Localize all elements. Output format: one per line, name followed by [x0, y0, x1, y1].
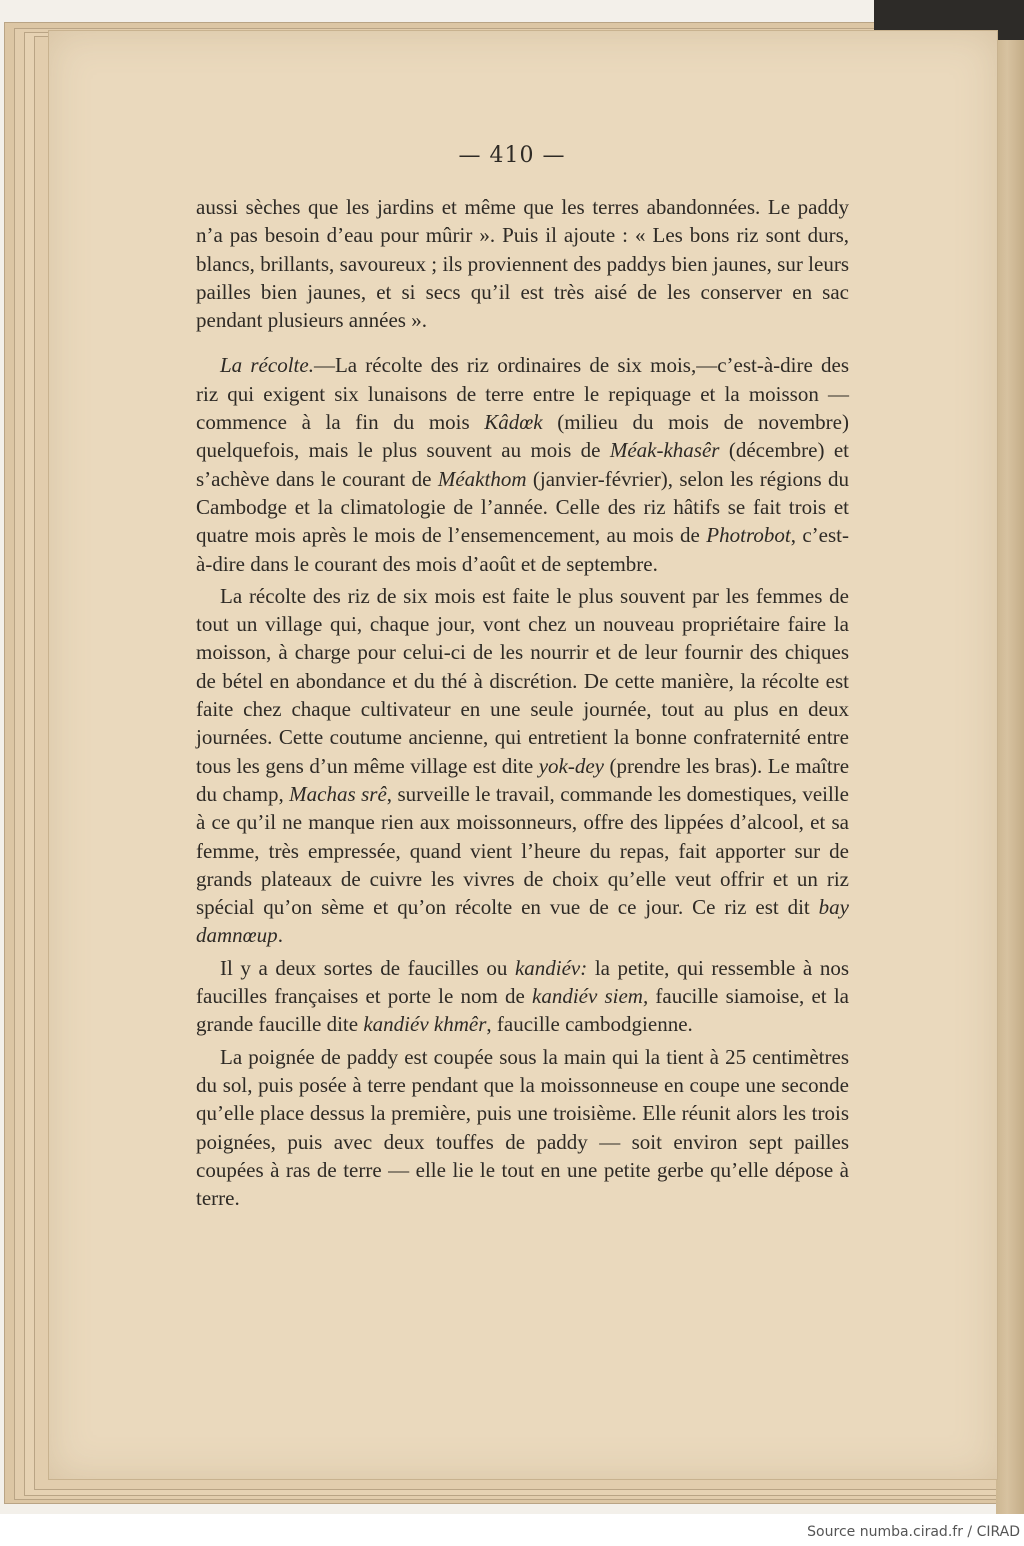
paragraph: [196, 954, 849, 1039]
text-run: La poignée de paddy est coupée sous la main qui la tient à 25 centimètres du sol, puis posée à terre pendant que la moissonneuse en coupe une seconde qu’elle place dessus la première, puis une troisième. Elle réunit alors les trois poignées, puis avec deux touffes de paddy — soit environ sept pailles coupées à ras de terre — elle lie le tout en une petite gerbe qu’elle dépose à terre.: [196, 1044, 849, 1211]
source-credit: Source numba.cirad.fr / CIRAD: [807, 1524, 1020, 1540]
text-run: (milieu du mois de novembre) quelquefois, mais le plus souvent au mois de: [196, 410, 849, 463]
italic-term: Méak-khasêr: [609, 438, 720, 463]
text-run: (décembre) et s’achève dans le courant de: [196, 438, 849, 491]
paragraph: [196, 351, 849, 577]
italic-term: Kâdœk: [484, 410, 543, 435]
text-run: (prendre les bras). Le maître du champ,: [196, 753, 850, 806]
italic-term: kandiév:: [514, 955, 588, 980]
italic-term: Photrobot: [706, 523, 791, 548]
paragraph: [196, 193, 849, 334]
italic-term: yok-dey: [538, 753, 604, 778]
paragraph: [196, 582, 849, 950]
text-run: , c’est-à-dire dans le courant des mois d’août et de septembre.: [196, 523, 849, 576]
italic-term: kandiév khmêr: [363, 1012, 487, 1037]
paragraph: [196, 1043, 849, 1213]
italic-term: kandiév siem,: [532, 984, 649, 1009]
page-fore-edge: [996, 0, 1024, 1514]
text-run: , surveille le travail, commande les domestiques, veille à ce qu’il ne manque rien aux moissonneurs, offre des lippées d’alcool, et sa femme, très empressée, quand vient l’heure du repas, fait apporter sur de grands plateaux de cuivre les vivres de choix qu’elle veut offrir et un riz spécial qu’on sème et qu’on récolte en vue de ce jour. Ce riz est dit: [196, 781, 850, 920]
italic-term: La récolte.: [220, 353, 314, 378]
text-run: (janvier-février), selon les régions du Cambodge et la climatologie de l’année. Celle des riz hâtifs se fait trois et quatre mois après le mois de l’ensemencement, au mois de: [196, 466, 850, 548]
text-run: faucille siamoise, et la grande faucille dite: [196, 984, 849, 1037]
text-run: , faucille cambodgienne.: [486, 1012, 693, 1037]
text-run: La récolte des riz de six mois est faite le plus souvent par les femmes de tout un village qui, chaque jour, vont chez un nouveau propriétaire faire la moisson, à charge pour celui-ci de les nourrir et de leur fournir des chiques de bétel en abondance et du thé à discrétion. De cette manière, la récolte est faite chez chaque cultivateur en une seule journée, tout au plus en deux journées. Cette coutume ancienne, qui entretient la bonne confraternité entre tous les gens d’un même village est dite: [196, 583, 849, 778]
text-run: la petite, qui ressemble à nos faucilles françaises et porte le nom de: [196, 955, 849, 1009]
text-run: aussi sèches que les jardins et même que les terres abandonnées. Le paddy n’a pas besoin d’eau pour mûrir ». Puis il ajoute : « Les bons riz sont durs, blancs, brillants, savoureux ; ils proviennent des paddys bien jaunes, sur leurs pailles bien jaunes, et si secs qu’il est très aisé de les conserver en sac pendant plusieurs années ».: [196, 195, 849, 333]
text-run: .: [277, 923, 283, 948]
text-run: Il y a deux sortes de faucilles ou: [220, 955, 515, 980]
body-text: [196, 193, 849, 1212]
page-number: — 410 —: [458, 143, 566, 168]
italic-term: Machas srê: [289, 781, 387, 806]
italic-term: Méakthom: [437, 466, 527, 491]
text-run: —La récolte des riz ordinaires de six mois,—c’est-à-dire des riz qui exigent six lunaisons de terre entre le repiquage et la moisson — commence à la fin du mois: [196, 353, 849, 435]
italic-term: bay damnœup: [196, 895, 849, 948]
